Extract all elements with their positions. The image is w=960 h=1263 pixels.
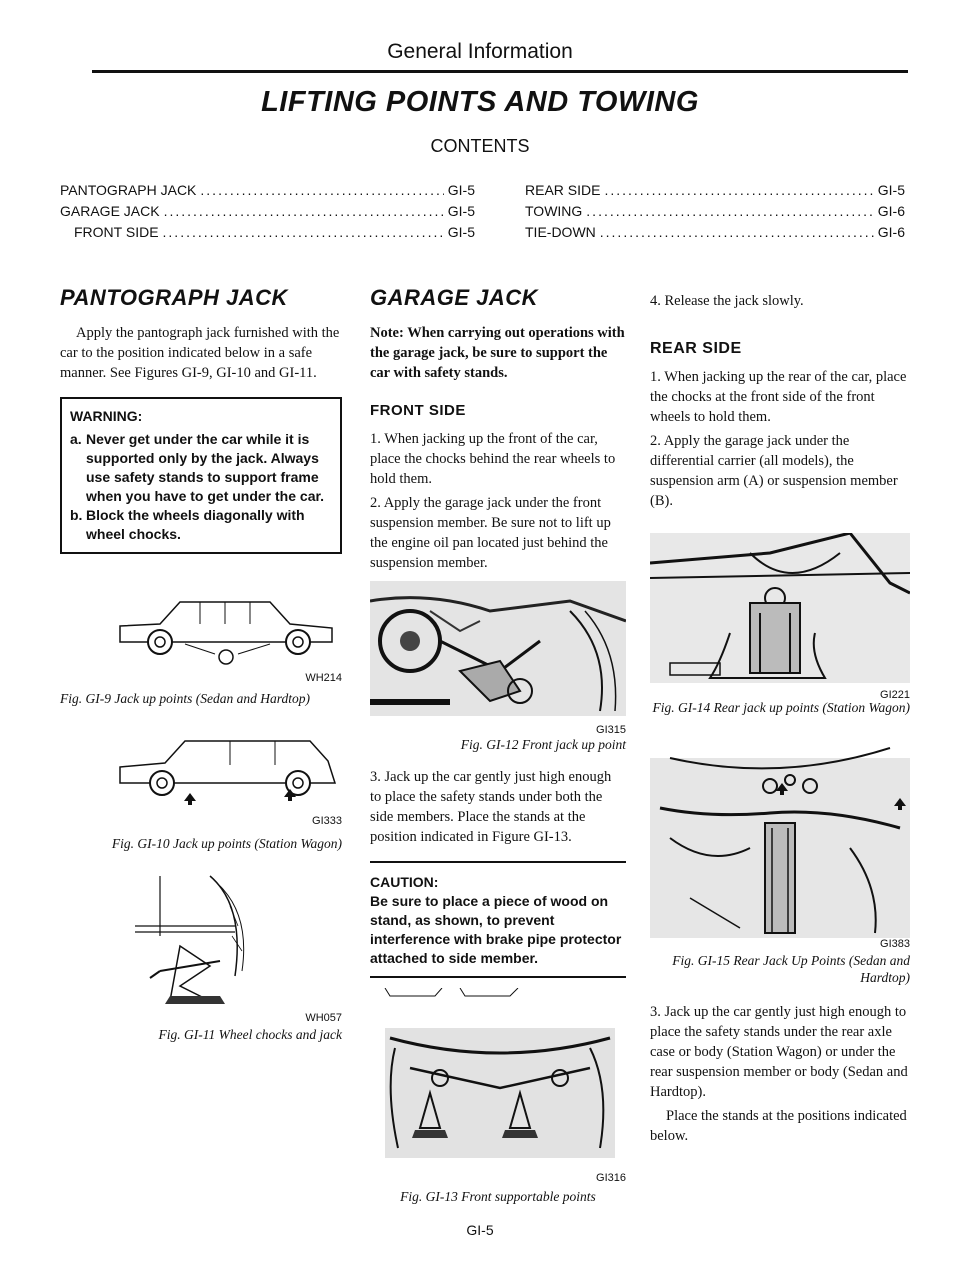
warning-text: Block the wheels diagonally with wheel chocks. [86, 507, 305, 542]
pantograph-heading: PANTOGRAPH JACK [60, 285, 288, 310]
toc-entry[interactable] [60, 180, 475, 201]
caution-label: CAUTION: [370, 874, 439, 890]
column-rear-side [650, 285, 910, 1150]
column-pantograph [60, 285, 342, 1043]
rear-side-heading: REAR SIDE [650, 340, 742, 357]
figure-code: GI316 [596, 1172, 626, 1184]
toc-label: TIE-DOWN [525, 224, 596, 240]
toc-leader [604, 180, 873, 201]
figure-code: GI221 [880, 689, 910, 701]
figure-caption-text: Rear Jack Up Points (Sedan and Hardtop) [733, 953, 910, 985]
toc-entry[interactable] [60, 222, 475, 243]
toc-label: FRONT SIDE [74, 224, 159, 240]
toc-right [525, 180, 905, 243]
toc-entry[interactable] [525, 222, 905, 243]
toc-left [60, 180, 475, 243]
figure-caption-text: Rear jack up points (Station Wagon) [713, 700, 910, 715]
figure-code: GI315 [596, 724, 626, 736]
rear-jack-points-wagon-photo [650, 533, 910, 683]
figure-caption [370, 1188, 626, 1205]
figure-caption-text: Front jack up point [521, 737, 626, 752]
page-title: LIFTING POINTS AND TOWING [261, 86, 699, 118]
figure-number: Fig. GI-15 [672, 953, 731, 968]
caution-box [370, 861, 626, 978]
figure-code: WH214 [305, 672, 342, 684]
caution-text: Be sure to place a piece of wood on stand, as shown, to prevent interference with brake pipe protector attached to side member. [370, 893, 622, 966]
warning-text: Never get under the car while it is supported only by the jack. Always use safety stands to support frame when you have to get under the car. [86, 431, 325, 504]
figure-caption [370, 736, 626, 753]
figure-gi14 [650, 533, 910, 683]
toc-entry[interactable] [60, 201, 475, 222]
toc-label: PANTOGRAPH JACK [60, 182, 197, 198]
wheel-chock-jack-drawing [60, 866, 342, 1006]
figure-caption-text: Wheel chocks and jack [218, 1027, 342, 1042]
page-number: GI-5 [466, 1222, 494, 1238]
figure-caption [60, 1026, 342, 1043]
figure-number: Fig. GI-14 [652, 700, 711, 715]
toc-page: GI-5 [877, 182, 905, 198]
toc-page: GI-6 [877, 224, 905, 240]
front-side-heading: FRONT SIDE [370, 402, 466, 419]
garage-heading: GARAGE JACK [370, 285, 539, 310]
toc-label: REAR SIDE [525, 182, 601, 198]
figure-number: Fig. GI-13 [400, 1189, 458, 1204]
figure-caption-text: Jack up points (Station Wagon) [173, 836, 342, 851]
rear-step-2: 2. Apply the garage jack under the differential carrier (all models), the suspension arm (A) or suspension member (B). [650, 433, 898, 509]
figure-gi9 [60, 584, 342, 666]
figure-caption-text: Front supportable points [461, 1189, 596, 1204]
warning-letter: b. [70, 507, 83, 523]
toc-entry[interactable] [525, 201, 905, 222]
header-rule [92, 70, 908, 73]
front-step-3: 3. Jack up the car gently just high enough to place the safety stands under both the side members. Place the stands at the position indicated in Figure GI-13. [370, 769, 612, 845]
figure-code: WH057 [305, 1012, 342, 1024]
figure-gi11 [60, 866, 342, 1006]
warning-item [70, 430, 332, 506]
figure-number: Fig. GI-12 [460, 737, 519, 752]
column-garage-jack [370, 285, 626, 1205]
warning-letter: a. [70, 431, 82, 447]
toc-page: GI-6 [877, 203, 905, 219]
note-label: Note: [370, 325, 404, 341]
toc-leader [164, 201, 444, 222]
warning-label: WARNING: [70, 408, 143, 424]
front-jack-point-photo [370, 581, 626, 716]
figure-code: GI383 [880, 938, 910, 950]
rear-step-3: 3. Jack up the car gently just high enough to place the safety stands under the rear axle case or body (Station Wagon) or under the rear suspension member or body (Sedan and Hardtop). [650, 1004, 908, 1100]
toc-leader [600, 222, 874, 243]
garage-note [370, 323, 626, 383]
figure-caption [650, 699, 910, 716]
toc-entry[interactable] [525, 180, 905, 201]
toc-leader [586, 201, 873, 222]
figure-gi10 [60, 725, 342, 805]
figure-gi13 [370, 988, 626, 1168]
figure-caption [60, 690, 342, 707]
toc-leader [200, 180, 443, 201]
figure-number: Fig. GI-11 [158, 1027, 216, 1042]
figure-number: Fig. GI-10 [111, 836, 170, 851]
figure-caption-text: Jack up points (Sedan and Hardtop) [114, 691, 310, 706]
toc-page: GI-5 [447, 182, 475, 198]
contents-title: CONTENTS [430, 136, 530, 156]
warning-item [70, 506, 332, 544]
toc-label: GARAGE JACK [60, 203, 160, 219]
toc-leader [163, 222, 444, 243]
wagon-jack-points-drawing [60, 725, 342, 805]
figure-number: Fig. GI-9 [60, 691, 111, 706]
front-step-2: 2. Apply the garage jack under the front suspension member. Be sure not to lift up the engine oil pan located just behind the suspension member. [370, 495, 611, 571]
figure-code: GI333 [312, 815, 342, 827]
front-step-1: 1. When jacking up the front of the car, place the chocks behind the rear wheels to hold them. [370, 431, 616, 487]
rear-step-1: 1. When jacking up the rear of the car, place the chocks at the front side of the front wheels to hold them. [650, 369, 907, 425]
note-text: When carrying out operations with the garage jack, be sure to support the car with safety stands. [370, 325, 625, 381]
warning-box [60, 397, 342, 554]
toc-page: GI-5 [447, 224, 475, 240]
section-header: General Information [387, 40, 573, 63]
figure-gi15 [650, 728, 910, 938]
figure-gi12 [370, 581, 626, 716]
sedan-jack-points-drawing [60, 584, 342, 666]
place-stands: Place the stands at the positions indicated below. [650, 1108, 907, 1144]
toc-label: TOWING [525, 203, 583, 219]
pantograph-intro: Apply the pantograph jack furnished with the car to the position indicated below in a safe manner. See Figures GI-9, GI-10 and GI-11. [60, 325, 340, 381]
front-support-points-photo [370, 988, 626, 1168]
figure-caption [650, 952, 910, 986]
toc-page: GI-5 [447, 203, 475, 219]
release-step: 4. Release the jack slowly. [650, 293, 804, 309]
figure-caption [60, 835, 342, 852]
rear-jack-points-sedan-photo [650, 728, 910, 938]
